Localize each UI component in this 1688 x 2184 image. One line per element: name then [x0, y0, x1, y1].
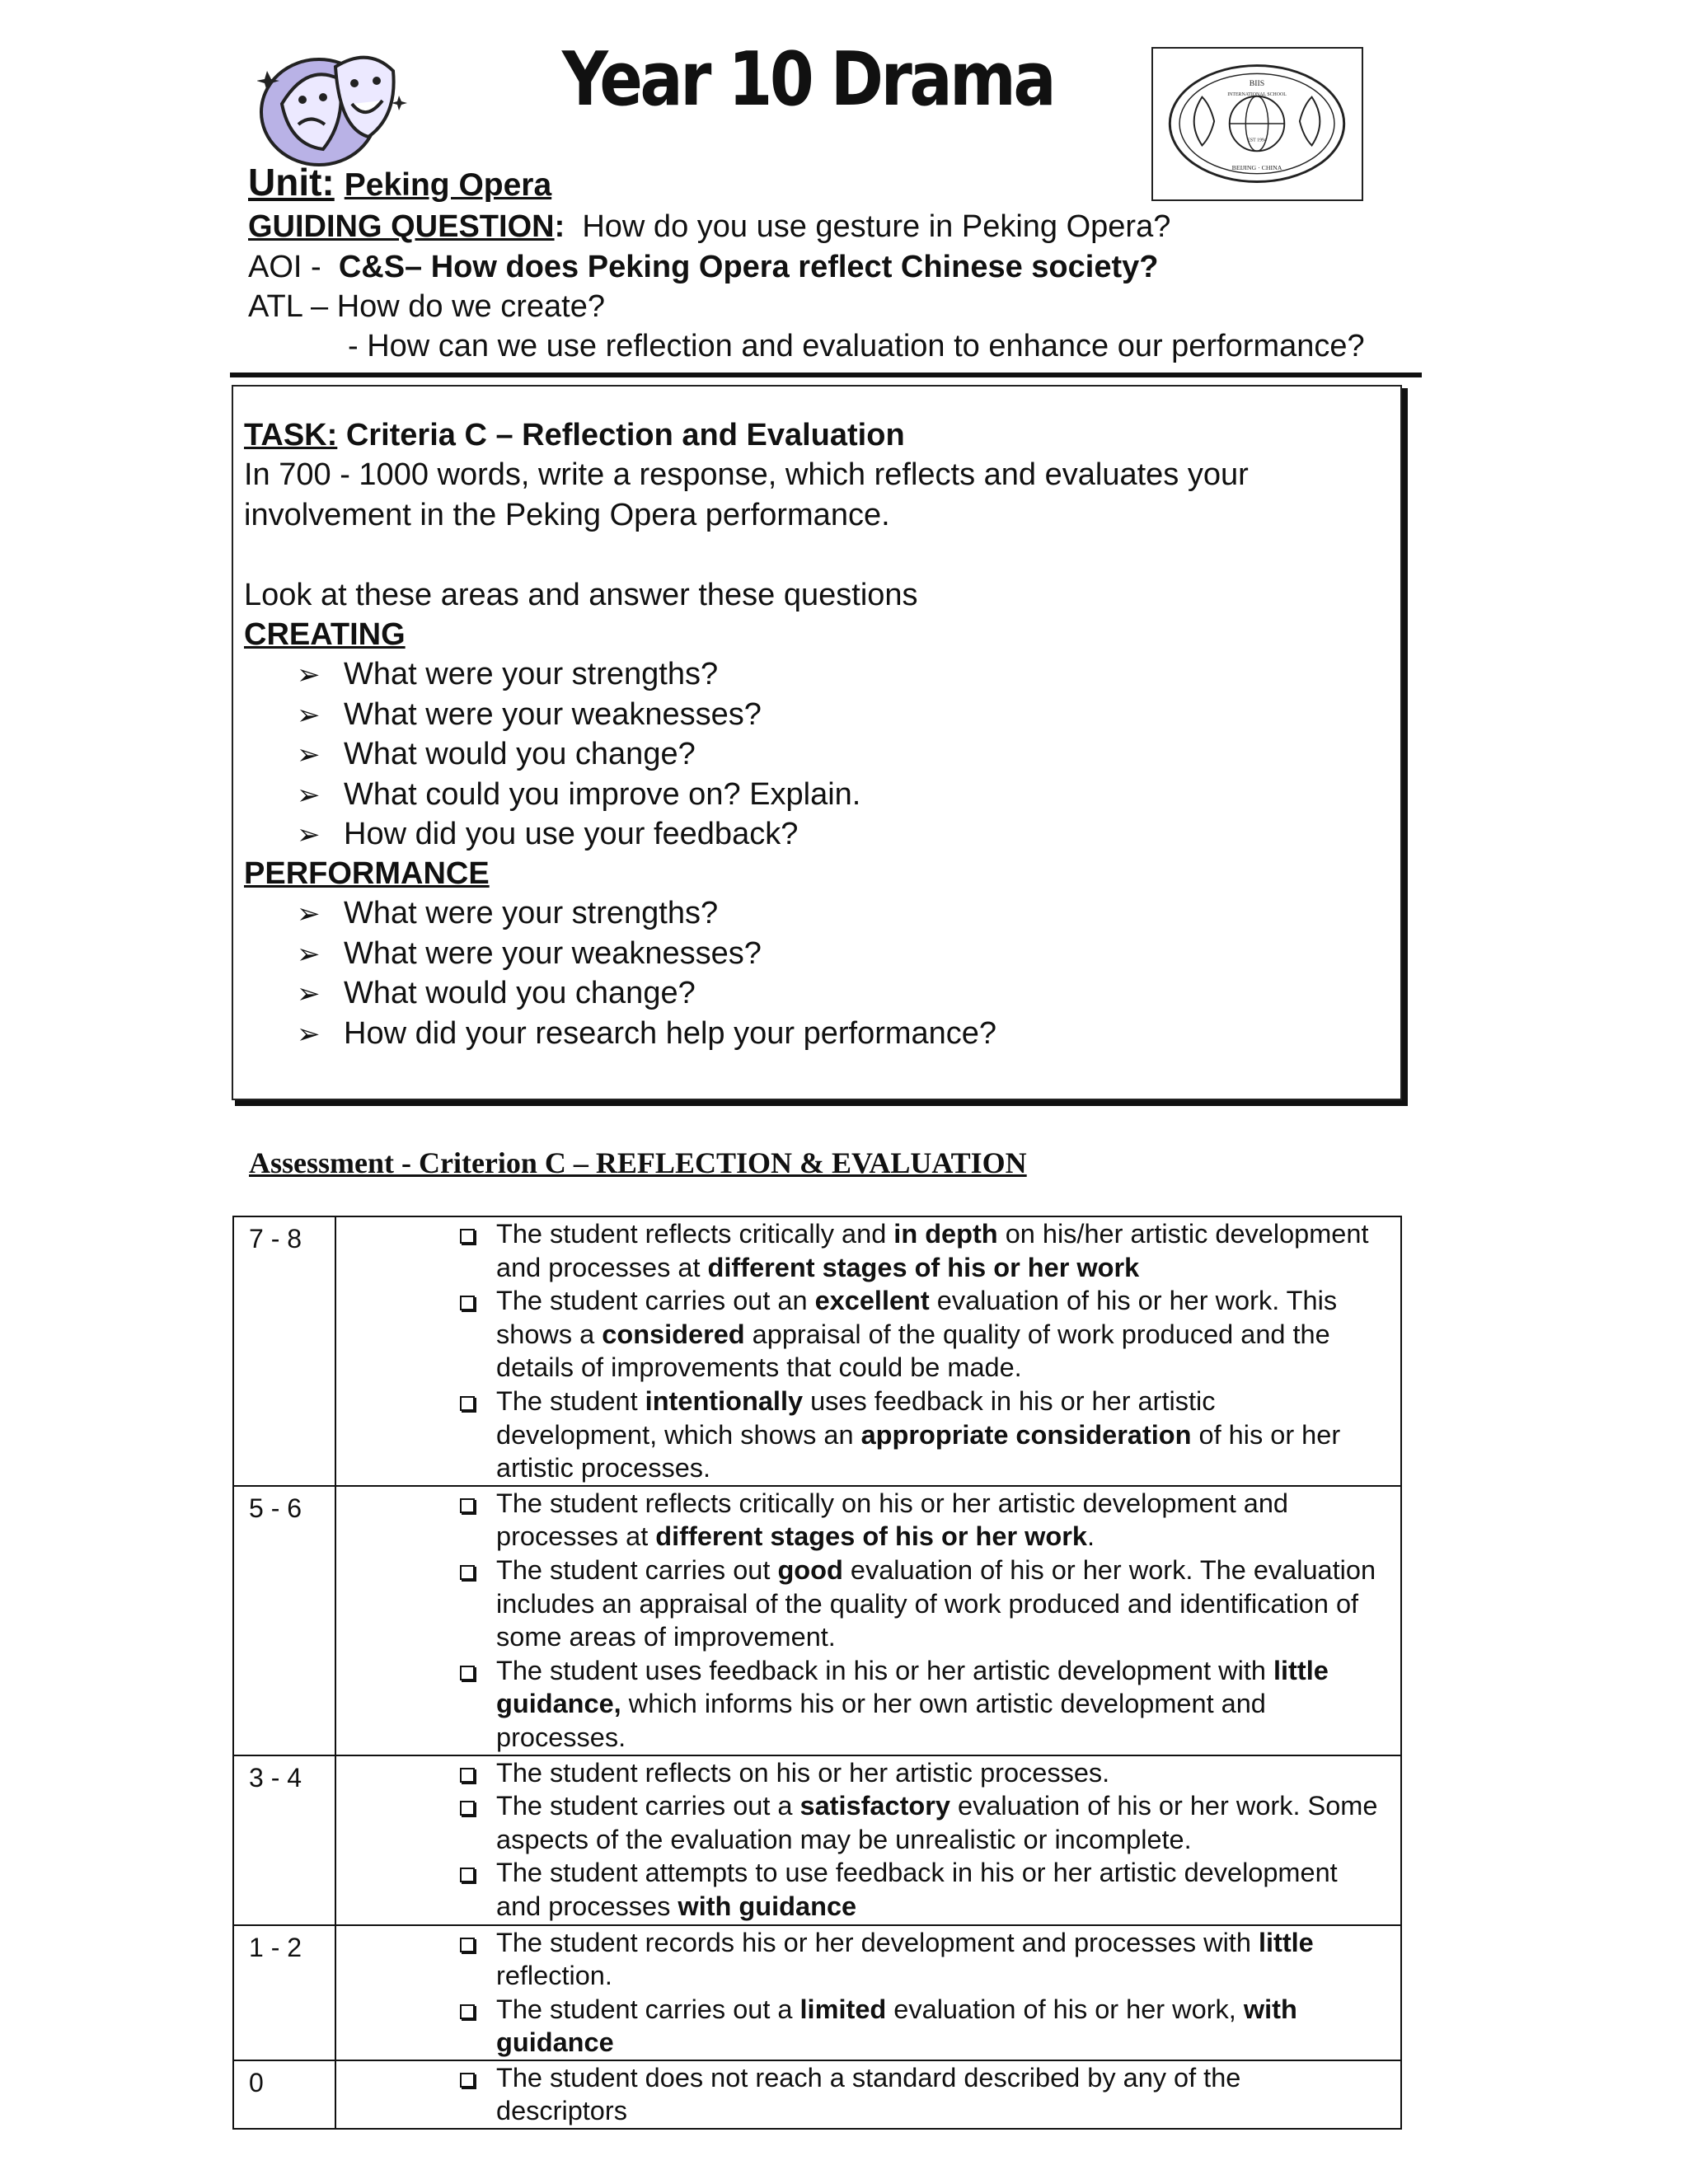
creating-heading: CREATING [244, 617, 406, 652]
svg-text:INTERNATIONAL SCHOOL: INTERNATIONAL SCHOOL [1227, 91, 1287, 97]
descriptor-item [336, 1554, 1400, 1654]
question-text: What were your weaknesses? [344, 696, 762, 732]
question-text: What would you change? [344, 737, 696, 771]
aoi-line [248, 247, 1158, 287]
atl-line: ATL – How do we create? [248, 289, 605, 324]
descriptor-text: The student carries out a satisfactory evaluation of his or her work. Some aspects of the evaluation may be unrealistic or incomplete. [496, 1791, 1378, 1854]
arrow-bullet-icon: ➢ [297, 978, 321, 1010]
question-text: What could you improve on? Explain. [344, 776, 861, 812]
task-title [244, 415, 905, 455]
checkbox-bullet-icon [460, 1801, 475, 1816]
score-band: 1 - 2 [233, 1925, 335, 2060]
assessment-heading: Assessment - Criterion C – REFLECTION & EVALUATION [249, 1146, 1027, 1179]
descriptor-cell [335, 1486, 1401, 1755]
rubric-row [233, 1925, 1401, 2060]
question-text: What were your strengths? [344, 896, 719, 930]
descriptor-text: The student intentionally uses feedback in his or her artistic development, which shows an appropriate consideration of his or her artistic processes. [496, 1385, 1341, 1483]
aoi-text: C&S– How does Peking Opera reflect Chinese society? [338, 250, 1159, 284]
arrow-bullet-icon: ➢ [297, 819, 321, 851]
guiding-question-text: How do you use gesture in Peking Opera? [582, 209, 1171, 244]
descriptor-text: The student uses feedback in his or her artistic development with little guidance, which informs his or her own artistic development and processes. [496, 1655, 1329, 1752]
descriptor-item [336, 1217, 1400, 1284]
question-item [297, 775, 860, 815]
task-heading: Criteria C – Reflection and Evaluation [345, 418, 905, 452]
question-text: How did you use your feedback? [344, 817, 799, 851]
guiding-question-colon: : [554, 209, 565, 244]
page-title: Year 10 Drama [561, 36, 1054, 123]
svg-text:BIIS: BIIS [1249, 79, 1265, 89]
task-label: TASK: [244, 418, 338, 452]
task-box-shadow [235, 1100, 1408, 1106]
checkbox-bullet-icon [460, 1768, 475, 1783]
arrow-bullet-icon: ➢ [297, 699, 321, 731]
task-description: involvement in the Peking Opera performance. [244, 498, 890, 532]
rubric-row [233, 1755, 1401, 1925]
descriptor-item [336, 1385, 1400, 1485]
question-text: What were your weaknesses? [344, 935, 762, 971]
question-text: What were your strengths? [344, 657, 719, 691]
checkbox-bullet-icon [460, 2073, 475, 2088]
checkbox-bullet-icon [460, 1498, 475, 1513]
school-logo [1151, 47, 1363, 201]
guiding-question-label: GUIDING QUESTION [248, 209, 555, 244]
rubric-row [233, 2060, 1401, 2129]
aoi-prefix: AOI - [248, 250, 321, 284]
drama-masks-icon [257, 46, 410, 170]
performance-heading: PERFORMANCE [244, 856, 490, 891]
unit-line [248, 162, 551, 205]
question-item [297, 695, 762, 735]
question-text: What would you change? [344, 976, 696, 1010]
unit-value: Peking Opera [344, 167, 552, 203]
descriptor-cell [335, 2060, 1401, 2129]
descriptor-text: The student does not reach a standard described by any of the descriptors [496, 2062, 1241, 2126]
checkbox-bullet-icon [460, 1938, 475, 1952]
checkbox-bullet-icon [460, 1229, 475, 1244]
descriptor-text: The student reflects on his or her artistic processes. [496, 1757, 1110, 1788]
question-item [297, 973, 696, 1014]
question-item [297, 934, 762, 974]
descriptor-text: The student carries out an excellent evaluation of his or her work. This shows a considered appraisal of the quality of work produced and the details of improvements that could be made. [496, 1286, 1338, 1383]
score-band: 7 - 8 [233, 1216, 335, 1486]
descriptor-text: The student records his or her development and processes with little reflection. [496, 1927, 1314, 1991]
question-item [297, 814, 798, 855]
arrow-bullet-icon: ➢ [297, 938, 321, 970]
rubric-row [233, 1216, 1401, 1486]
score-band: 3 - 4 [233, 1755, 335, 1925]
checkbox-bullet-icon [460, 1868, 475, 1882]
task-instruction: Look at these areas and answer these questions [244, 578, 918, 612]
descriptor-item [336, 1487, 1400, 1554]
question-text: How did your research help your performance? [344, 1015, 997, 1051]
descriptor-item [336, 1654, 1400, 1755]
arrow-bullet-icon: ➢ [297, 659, 321, 691]
question-item [297, 1014, 996, 1054]
question-item [297, 893, 718, 934]
svg-text:EST 1994: EST 1994 [1247, 138, 1267, 143]
assessment-rubric-table [232, 1216, 1402, 2130]
unit-label: Unit: [248, 161, 335, 204]
header-divider [230, 373, 1422, 377]
descriptor-text: The student reflects critically and in depth on his/her artistic development and processes at different stages of his or her work [496, 1219, 1369, 1282]
score-band: 0 [233, 2060, 335, 2129]
descriptor-item [336, 1284, 1400, 1385]
descriptor-item [336, 1856, 1400, 1923]
arrow-bullet-icon: ➢ [297, 1018, 321, 1050]
descriptor-item [336, 1756, 1400, 1790]
checkbox-bullet-icon [460, 1296, 475, 1310]
descriptor-item [336, 1926, 1400, 1993]
guiding-question-line [248, 207, 1170, 246]
checkbox-bullet-icon [460, 1396, 475, 1411]
question-item [297, 734, 696, 775]
arrow-bullet-icon: ➢ [297, 779, 321, 811]
descriptor-item [336, 1789, 1400, 1856]
task-description: In 700 - 1000 words, write a response, which reflects and evaluates your [244, 457, 1249, 492]
svg-text:BEIJING · CHINA: BEIJING · CHINA [1231, 163, 1282, 171]
descriptor-text: The student reflects critically on his or her artistic development and processes at different stages of his or her work. [496, 1488, 1289, 1552]
descriptor-cell [335, 1925, 1401, 2060]
task-box-shadow [1402, 388, 1408, 1105]
checkbox-bullet-icon [460, 2004, 475, 2019]
rubric-row [233, 1486, 1401, 1755]
descriptor-item [336, 1993, 1400, 2060]
arrow-bullet-icon: ➢ [297, 898, 321, 930]
descriptor-cell [335, 1755, 1401, 1925]
score-band: 5 - 6 [233, 1486, 335, 1755]
descriptor-text: The student attempts to use feedback in his or her artistic development and processes with guidance [496, 1858, 1338, 1921]
descriptor-text: The student carries out good evaluation of his or her work. The evaluation includes an appraisal of the quality of work produced and identification of some areas of improvement. [496, 1554, 1376, 1652]
arrow-bullet-icon: ➢ [297, 739, 321, 771]
checkbox-bullet-icon [460, 1666, 475, 1680]
checkbox-bullet-icon [460, 1565, 475, 1580]
descriptor-item [336, 2061, 1400, 2128]
descriptor-cell [335, 1216, 1401, 1486]
atl-line-2: - How can we use reflection and evaluation to enhance our performance? [348, 329, 1365, 363]
descriptor-text: The student carries out a limited evaluation of his or her work, with guidance [496, 1994, 1297, 2058]
question-item [297, 654, 718, 695]
